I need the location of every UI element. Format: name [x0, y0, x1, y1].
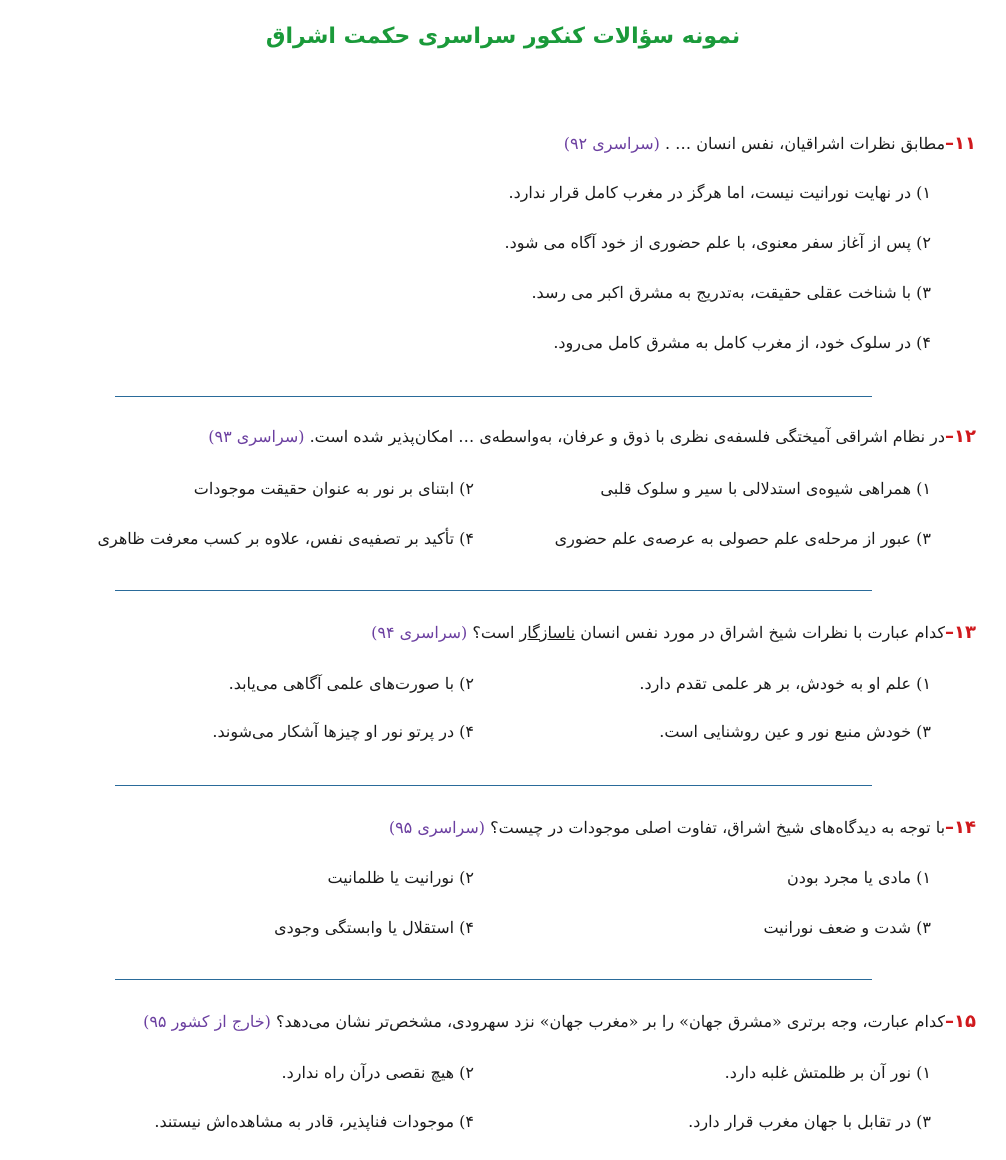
question-number: ۱۱–: [945, 133, 976, 154]
question-source: (سراسری ۹۲): [563, 134, 660, 153]
divider: [115, 979, 872, 980]
question-text: کدام عبارت با نظرات شیخ اشراق در مورد نفس انسان: [580, 623, 946, 642]
option-14-3[interactable]: ۳) شدت و ضعف نورانیت: [763, 918, 931, 937]
question-15: [30, 1011, 976, 1033]
option-15-4[interactable]: ۴) موجودات فناپذیر، قادر به مشاهده‌اش نیستند.: [154, 1112, 474, 1131]
question-source: (سراسری ۹۵): [388, 818, 486, 837]
option-12-1[interactable]: ۱) همراهی شیوه‌ی استدلالی با سیر و سلوک قلبی: [600, 479, 931, 498]
option-12-3[interactable]: ۳) عبور از مرحله‌ی علم حصولی به عرصه‌ی علم حضوری: [554, 529, 931, 548]
option-14-1[interactable]: ۱) مادی یا مجرد بودن: [786, 868, 931, 887]
question-number: ۱۲–: [945, 426, 976, 447]
question-number: ۱۳–: [945, 622, 976, 643]
question-text: کدام عبارت، وجه برتری «مشرق جهان» را بر «مغرب جهان» نزد سهرودی، مشخص‌تر نشان می‌دهد؟: [275, 1012, 946, 1031]
page-title: نمونه سؤالات کنکور سراسری حکمت اشراق: [265, 24, 741, 49]
question-12: [30, 426, 976, 448]
question-underlined-word: ناسازگار: [519, 623, 576, 642]
question-source: (سراسری ۹۳): [208, 427, 305, 446]
option-14-4[interactable]: ۴) استقلال یا وابستگی وجودی: [274, 918, 474, 937]
option-13-2[interactable]: ۲) با صورت‌های علمی آگاهی می‌یابد.: [228, 674, 474, 693]
option-13-1[interactable]: ۱) علم او به خودش، بر هر علمی تقدم دارد.: [639, 674, 931, 693]
option-15-1[interactable]: ۱) نور آن بر ظلمتش غلبه دارد.: [724, 1063, 931, 1082]
option-13-4[interactable]: ۴) در پرتو نور او چیزها آشکار می‌شوند.: [212, 722, 474, 741]
option-11-1[interactable]: ۱) در نهایت نورانیت نیست، اما هرگز در مغرب کامل قرار ندارد.: [508, 183, 931, 202]
question-14: [30, 817, 976, 839]
question-text: در نظام اشراقی آمیختگی فلسفه‌ی نظری با ذوق و عرفان، به‌واسطه‌ی … امکان‌پذیر شده است.: [309, 427, 946, 446]
question-11: [30, 133, 976, 155]
question-text: با توجه به دیدگاه‌های شیخ اشراق، تفاوت اصلی موجودات در چیست؟: [490, 818, 946, 837]
option-11-3[interactable]: ۳) با شناخت عقلی حقیقت، به‌تدریج به مشرق اکبر می رسد.: [531, 283, 931, 302]
option-11-2[interactable]: ۲) پس از آغاز سفر معنوی، با علم حضوری از خود آگاه می شود.: [504, 233, 931, 252]
question-text: مطابق نظرات اشراقیان، نفس انسان … .: [665, 134, 946, 153]
option-12-2[interactable]: ۲) ابتنای بر نور به عنوان حقیقت موجودات: [193, 479, 474, 498]
divider: [115, 785, 872, 786]
divider: [115, 396, 872, 397]
question-number: ۱۵–: [945, 1011, 976, 1032]
question-source: (سراسری ۹۴): [371, 623, 468, 642]
option-11-4[interactable]: ۴) در سلوک خود، از مغرب کامل به مشرق کامل می‌رود.: [553, 333, 931, 352]
option-15-3[interactable]: ۳) در تقابل با جهان مغرب قرار دارد.: [688, 1112, 931, 1131]
question-text-end: است؟: [472, 623, 515, 642]
option-12-4[interactable]: ۴) تأکید بر تصفیه‌ی نفس، علاوه بر کسب معرفت ظاهری: [97, 529, 474, 548]
option-13-3[interactable]: ۳) خودش منبع نور و عین روشنایی است.: [659, 722, 931, 741]
option-14-2[interactable]: ۲) نورانیت یا ظلمانیت: [327, 868, 474, 887]
question-13: [30, 622, 976, 644]
option-15-2[interactable]: ۲) هیچ نقصی درآن راه ندارد.: [281, 1063, 474, 1082]
question-number: ۱۴–: [945, 817, 976, 838]
divider: [115, 590, 872, 591]
question-source: (خارج از کشور ۹۵): [143, 1012, 271, 1031]
